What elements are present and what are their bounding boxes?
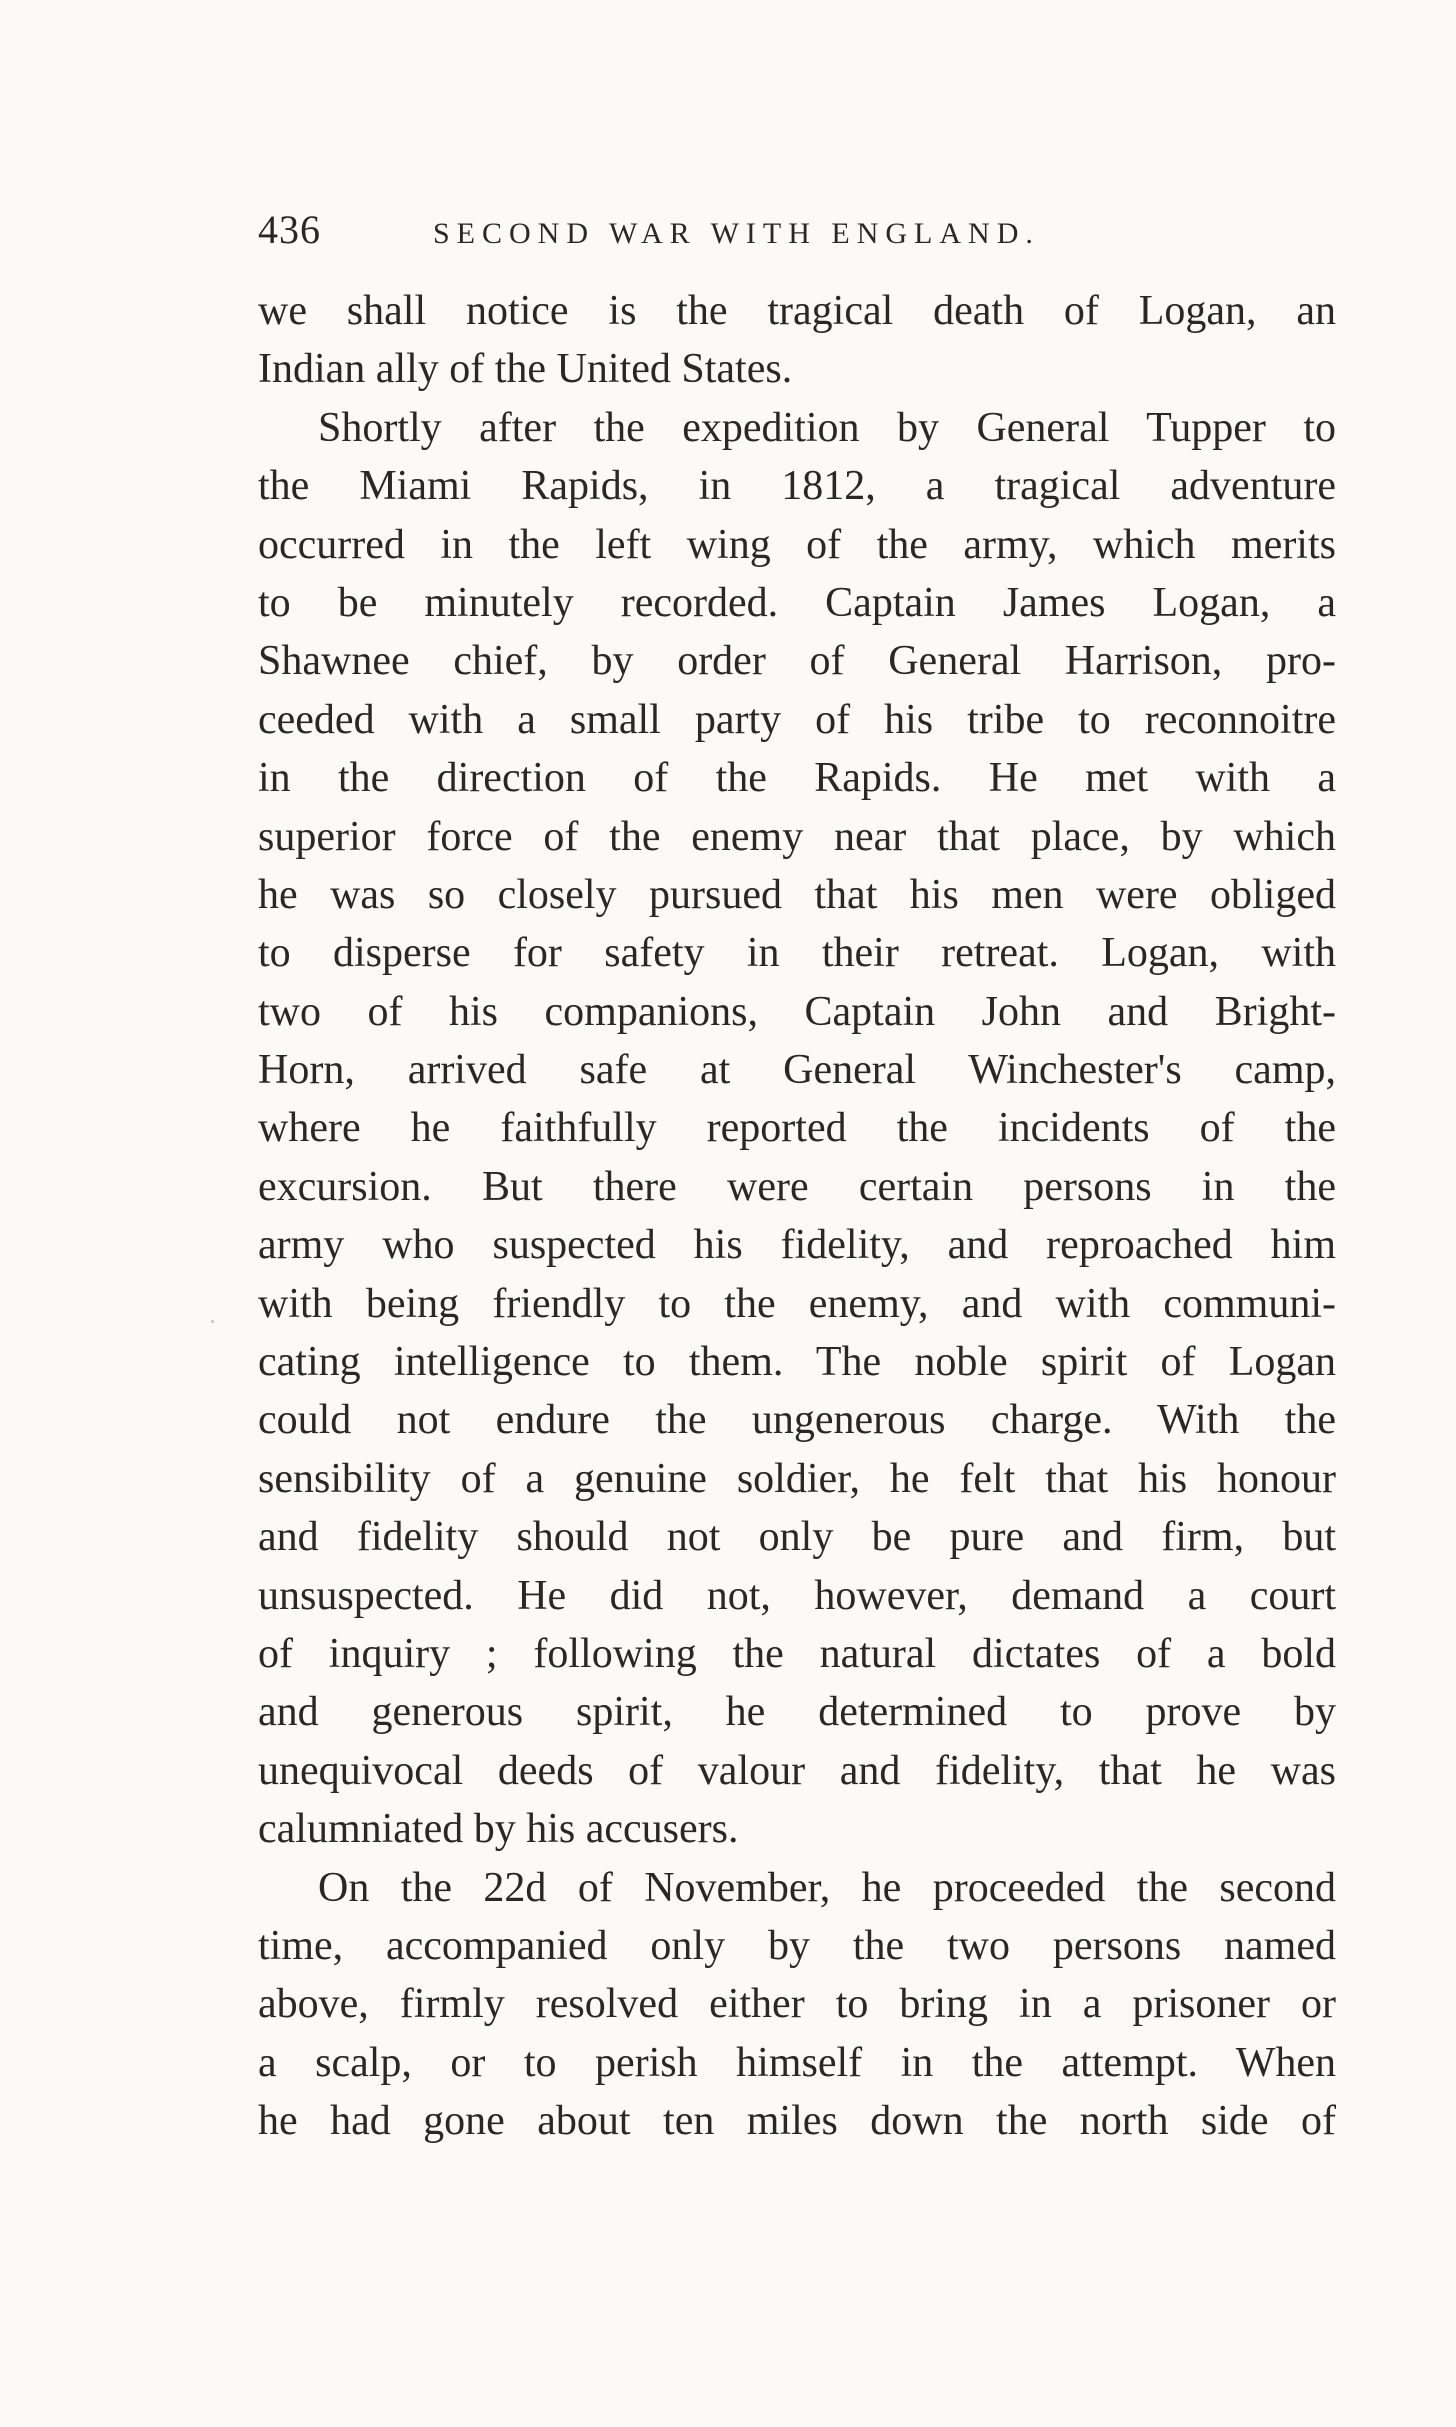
text-line: where he faithfully reported the incidents of the — [258, 1105, 1336, 1152]
paper-speck — [211, 1320, 214, 1323]
text-line: a scalp, or to perish himself in the attempt. When — [258, 2039, 1336, 2086]
text-line: army who suspected his fidelity, and reproached him — [258, 1222, 1336, 1269]
text-line: Shortly after the expedition by General Tupper to — [318, 404, 1336, 451]
text-line: ceeded with a small party of his tribe to reconnoitre — [258, 696, 1336, 743]
text-line: in the direction of the Rapids. He met with a — [258, 755, 1336, 802]
text-line: to disperse for safety in their retreat. Logan, with — [258, 930, 1336, 977]
text-line: time, accompanied only by the two persons named — [258, 1922, 1336, 1969]
text-line: unequivocal deeds of valour and fidelity, that he was — [258, 1747, 1336, 1794]
paragraph — [258, 282, 1336, 399]
page-number: 436 — [258, 207, 321, 252]
text-line: and fidelity should not only be pure and firm, but — [258, 1514, 1336, 1561]
running-title: SECOND WAR WITH ENGLAND. — [433, 217, 1040, 250]
text-line: could not endure the ungenerous charge. With the — [258, 1397, 1336, 1444]
text-line: and generous spirit, he determined to prove by — [258, 1689, 1336, 1736]
paragraph — [258, 399, 1336, 1859]
paragraph — [258, 1859, 1336, 2151]
body-text — [258, 282, 1336, 2151]
text-line: calumniated by his accusers. — [258, 1806, 739, 1853]
text-line: he was so closely pursued that his men were obliged — [258, 871, 1336, 918]
text-line: superior force of the enemy near that place, by which — [258, 813, 1336, 860]
text-line: to be minutely recorded. Captain James Logan, a — [258, 579, 1336, 626]
text-line: unsuspected. He did not, however, demand a court — [258, 1572, 1336, 1619]
running-head — [258, 200, 1338, 260]
text-line: Horn, arrived safe at General Winchester's camp, — [258, 1047, 1336, 1094]
text-line: sensibility of a genuine soldier, he felt that his honour — [258, 1455, 1336, 1502]
text-line: Shawnee chief, by order of General Harrison, pro- — [258, 638, 1336, 685]
text-line: the Miami Rapids, in 1812, a tragical adventure — [258, 463, 1336, 510]
text-line: above, firmly resolved either to bring in a prisoner or — [258, 1981, 1336, 2028]
text-line: we shall notice is the tragical death of Logan, an — [258, 288, 1336, 334]
text-line: he had gone about ten miles down the north side of — [258, 2098, 1336, 2145]
text-line: Indian ally of the United States. — [258, 346, 793, 393]
text-line: two of his companions, Captain John and Bright- — [258, 988, 1336, 1035]
text-line: of inquiry ; following the natural dictates of a bold — [258, 1630, 1336, 1677]
text-line: excursion. But there were certain persons in the — [258, 1163, 1336, 1210]
text-line: with being friendly to the enemy, and with communi- — [258, 1280, 1336, 1327]
text-line: occurred in the left wing of the army, which merits — [258, 521, 1336, 568]
text-line: cating intelligence to them. The noble spirit of Logan — [258, 1339, 1336, 1386]
text-line: On the 22d of November, he proceeded the second — [318, 1864, 1336, 1911]
